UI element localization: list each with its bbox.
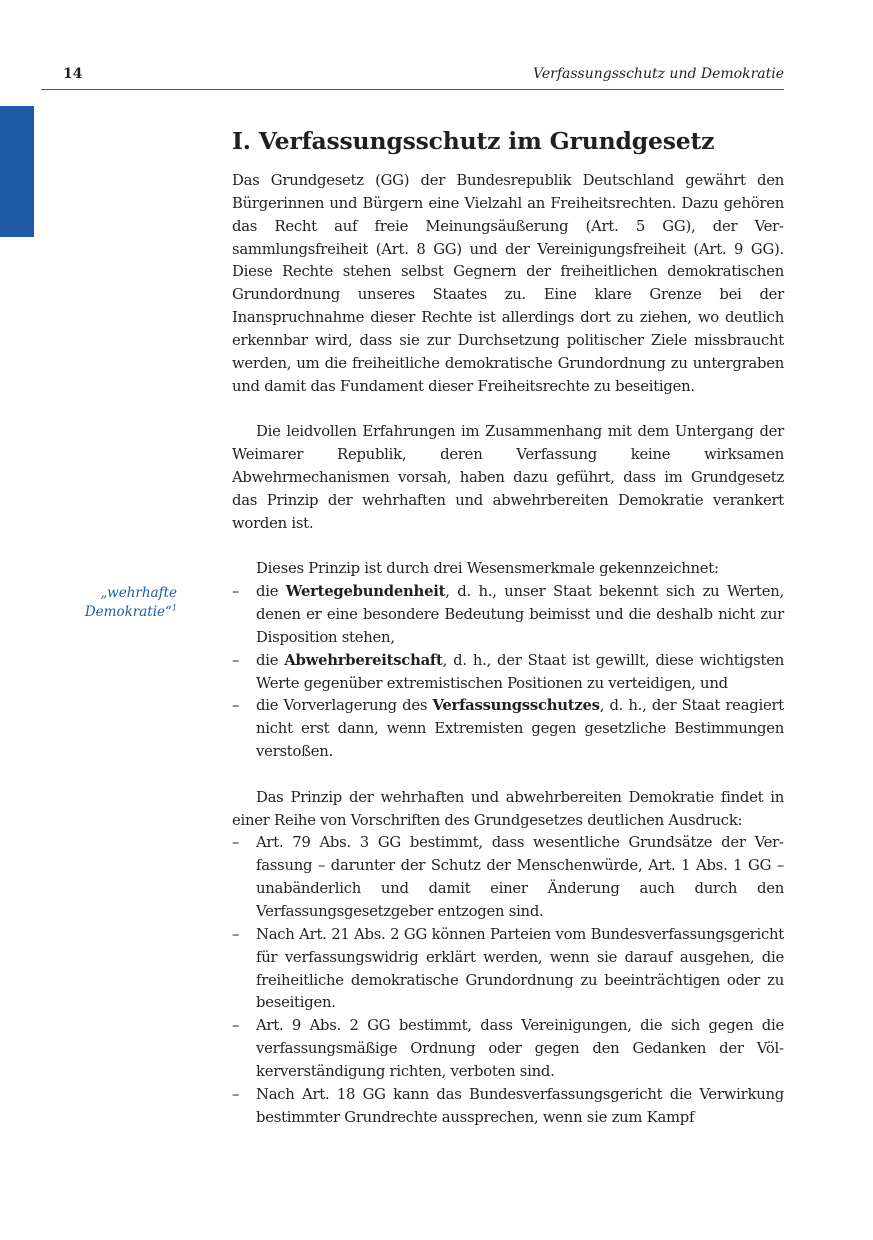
dash-marker: – [232, 925, 240, 943]
provisions-list [232, 832, 784, 1129]
list-item: – die Wertegebundenheit, d. h., unser Staat bekennt sich zu Werten, denen er eine besondere Bedeutung beimisst und die deshalb nicht zur Disposition stehen, [232, 583, 784, 646]
dash-marker: – [232, 583, 240, 601]
margin-note-line2-text: Demokratie“ [84, 604, 172, 620]
list-item: – die Abwehrbereitschaft, d. h., der Staat ist gewillt, diese wichtigsten Werte gegenüber extremistischen Positionen zu verteidigen, und [232, 651, 785, 692]
paragraph-provisions-intro: Das Prinzip der wehrhaften und abwehrbereiten Demokratie findet in einer Reihe von Vorschriften des Grundgesetzes deutlichen Ausdruck: [232, 788, 784, 829]
margin-note-line1: „wehrhafte [100, 585, 177, 601]
term-bold: Abwehrbereitschaft [284, 651, 443, 669]
margin-note-line2 [60, 603, 177, 622]
dash-marker: – [232, 1017, 240, 1035]
paragraph-freedom-rights: Das Grundgesetz (GG) der Bundesrepublik Deutschland gewährt den Bürgerinnen und Bürgern eine Vielzahl an Freiheitsrechten. Dazu gehören das Recht auf freie Meinungsäußerung (Art. 5 GG), der Versammlungsfreiheit (Art. 8 GG) und der Vereinigungsfreiheit (Art. 9 GG). Diese Rechte stehen selbst Gegnern der freiheitlichen demokratischen Grundordnung unseres Staates zu. Eine klare Grenze bei der Inanspruchnahme dieser Rechte ist allerdings dort zu ziehen, wo deutlich erkennbar wird, dass sie zur Durchsetzung politischer Ziele missbraucht werden, um die freiheitliche demokratische Grundordnung zu untergraben und damit das Fundament dieser Freiheitsrechte zu beseitigen. [232, 172, 784, 395]
page-number: 14 [63, 66, 83, 82]
features-list [232, 581, 784, 764]
list-item: – Art. 79 Abs. 3 GG bestimmt, dass wesentliche Grundsätze der Verfassung – darunter der Schutz der Menschenwürde, Art. 1 Abs. 1 GG – unabänderlich und damit einer Änderung auch durch den Verfassungsgesetzgeber entzogen sind. [232, 834, 784, 920]
paragraph-weimar: Die leidvollen Erfahrungen im Zusammenhang mit dem Untergang der Weimarer Republik, deren Verfassung keine wirksamen Abwehrmechanismen vorsah, haben dazu geführt, dass im Grundgesetz das Prinzip der wehrhaften und abwehrbereiten Demokratie verankert worden ist. [232, 423, 784, 532]
term-bold: Verfassungsschutzes [432, 697, 600, 715]
margin-note [60, 584, 177, 622]
dash-marker: – [232, 697, 240, 715]
chapter-tab-marker [0, 106, 34, 237]
section-title: I. Verfassungsschutz im Grundgesetz [232, 127, 715, 155]
dash-marker: – [232, 834, 240, 852]
list-item: – Nach Art. 18 GG kann das Bundesverfassungsgericht die Verwirkung bestimmter Grundrechte aussprechen, wenn sie zum Kampf [232, 1085, 784, 1126]
footnote-reference: 1 [171, 603, 177, 613]
paragraph-principle-intro: Dieses Prinzip ist durch drei Wesensmerkmale gekennzeichnet: [256, 560, 719, 578]
running-head: Verfassungsschutz und Demokratie [533, 66, 784, 82]
main-content [232, 124, 784, 1129]
page-header [41, 62, 784, 90]
term-bold: Wertegebundenheit [285, 583, 446, 601]
list-item: – die Vorverlagerung des Verfassungsschutzes, d. h., der Staat reagiert nicht erst dann, wenn Extremisten gegen gesetzliche Bestimmungen verstoßen. [232, 697, 784, 761]
dash-marker: – [232, 1085, 240, 1103]
list-item: – Nach Art. 21 Abs. 2 GG können Parteien vom Bundesverfassungsgericht für verfassungswidrig erklärt werden, wenn sie darauf ausgehen, die freiheitliche demokratische Grundordnung zu beeinträchtigen oder zu beseitigen. [232, 925, 784, 1012]
dash-marker: – [232, 651, 240, 669]
list-item: – Art. 9 Abs. 2 GG bestimmt, dass Vereinigungen, die sich gegen die verfassungsmäßige Ordnung oder gegen den Gedanken der Völkerverständigung richten, verboten sind. [232, 1017, 784, 1080]
